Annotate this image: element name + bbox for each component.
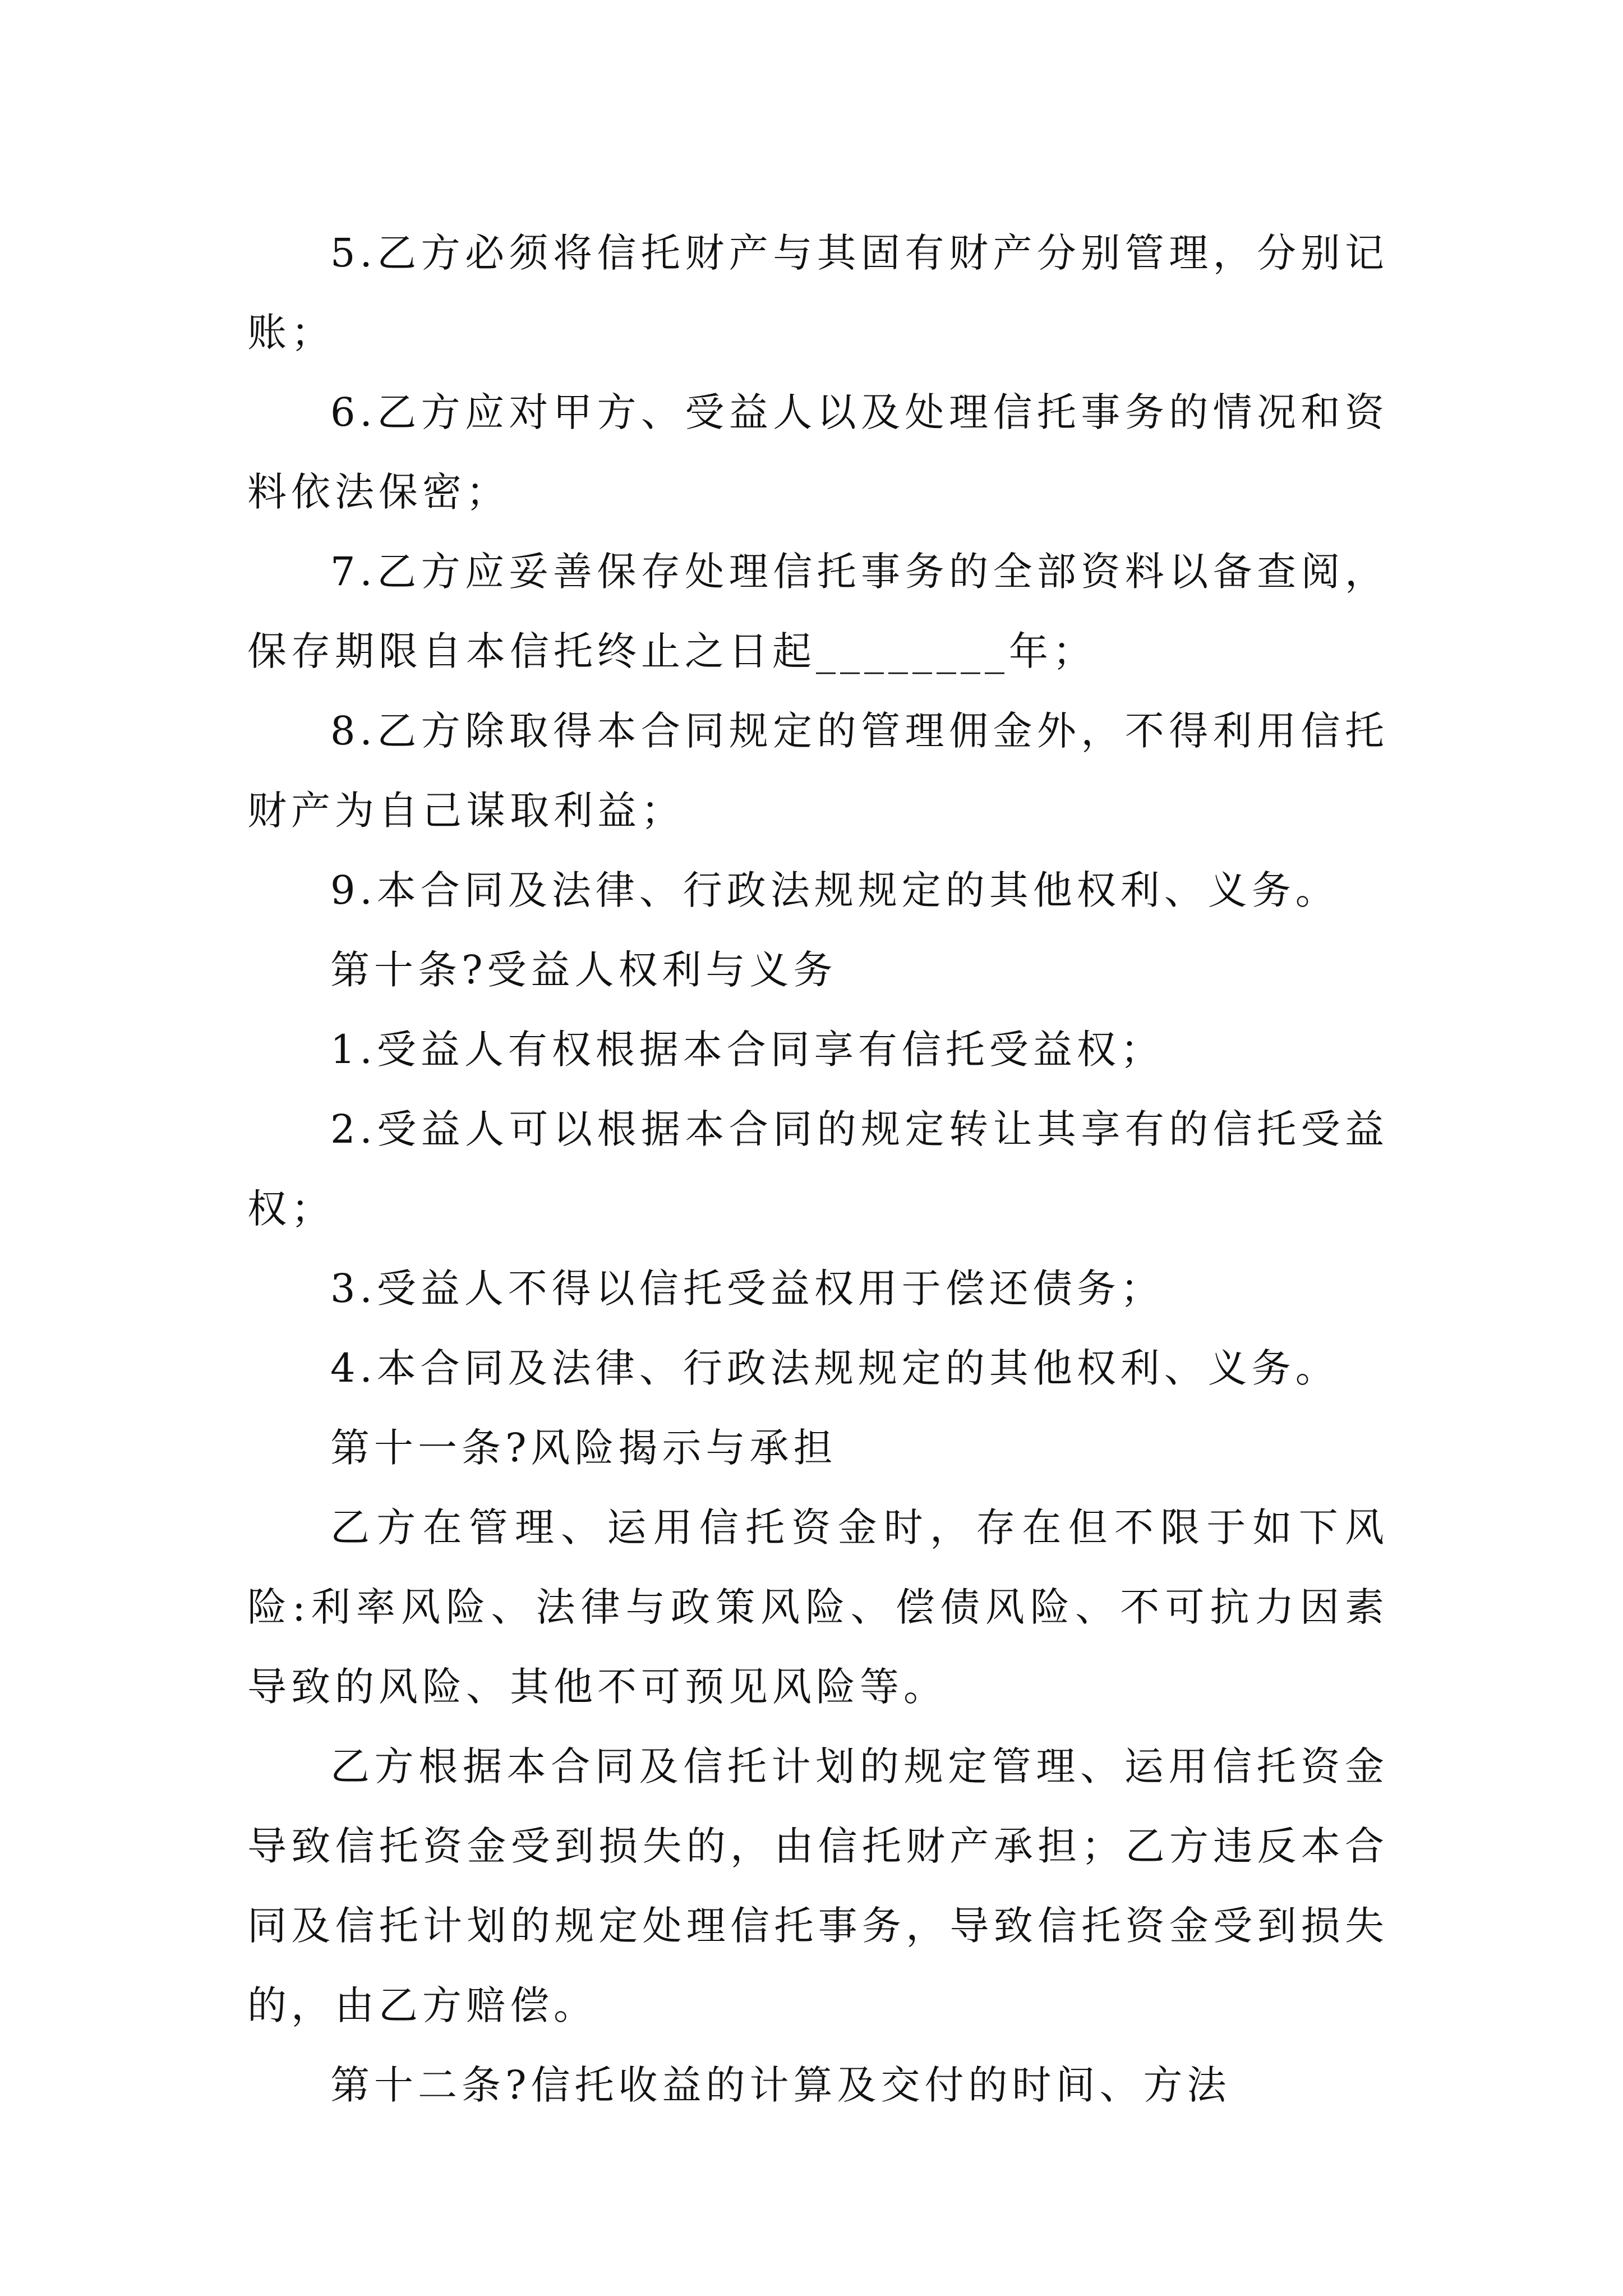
clause-8: 8.乙方除取得本合同规定的管理佣金外，不得利用信托财产为自己谋取利益；: [247, 708, 1389, 834]
article-10-item-2: 2.受益人可以根据本合同的规定转让其享有的信托受益权；: [247, 1106, 1389, 1232]
clause-7: 7.乙方应妥善保存处理信托事务的全部资料以备查阅，保存期限自本信托终止之日起________年；: [247, 549, 1389, 674]
document-body: [247, 213, 1389, 2125]
article-11-risk-paragraph: 乙方在管理、运用信托资金时，存在但不限于如下风险:利率风险、法律与政策风险、偿债风险、不可抗力因素导致的风险、其他不可预见风险等。: [247, 1504, 1389, 1710]
article-11-heading: 第十一条?风险揭示与承担: [330, 1425, 837, 1471]
article-10-heading: 第十条?受益人权利与义务: [330, 947, 837, 993]
article-10-item-4: 4.本合同及法律、行政法规规定的其他权利、义务。: [330, 1345, 1339, 1391]
article-12-heading: 第十二条?信托收益的计算及交付的时间、方法: [330, 2062, 1231, 2108]
article-11-liability-paragraph: 乙方根据本合同及信托计划的规定管理、运用信托资金导致信托资金受到损失的，由信托财产承担；乙方违反本合同及信托计划的规定处理信托事务，导致信托资金受到损失的，由乙方赔偿。: [247, 1743, 1389, 2028]
article-10-item-1: 1.受益人有权根据本合同享有信托受益权；: [330, 1027, 1164, 1073]
article-10-item-3: 3.受益人不得以信托受益权用于偿还债务；: [330, 1266, 1164, 1312]
clause-9: 9.本合同及法律、行政法规规定的其他权利、义务。: [330, 867, 1339, 913]
clause-5: 5.乙方必须将信托财产与其固有财产分别管理，分别记账；: [247, 230, 1389, 356]
clause-6: 6.乙方应对甲方、受益人以及处理信托事务的情况和资料依法保密；: [247, 389, 1389, 515]
